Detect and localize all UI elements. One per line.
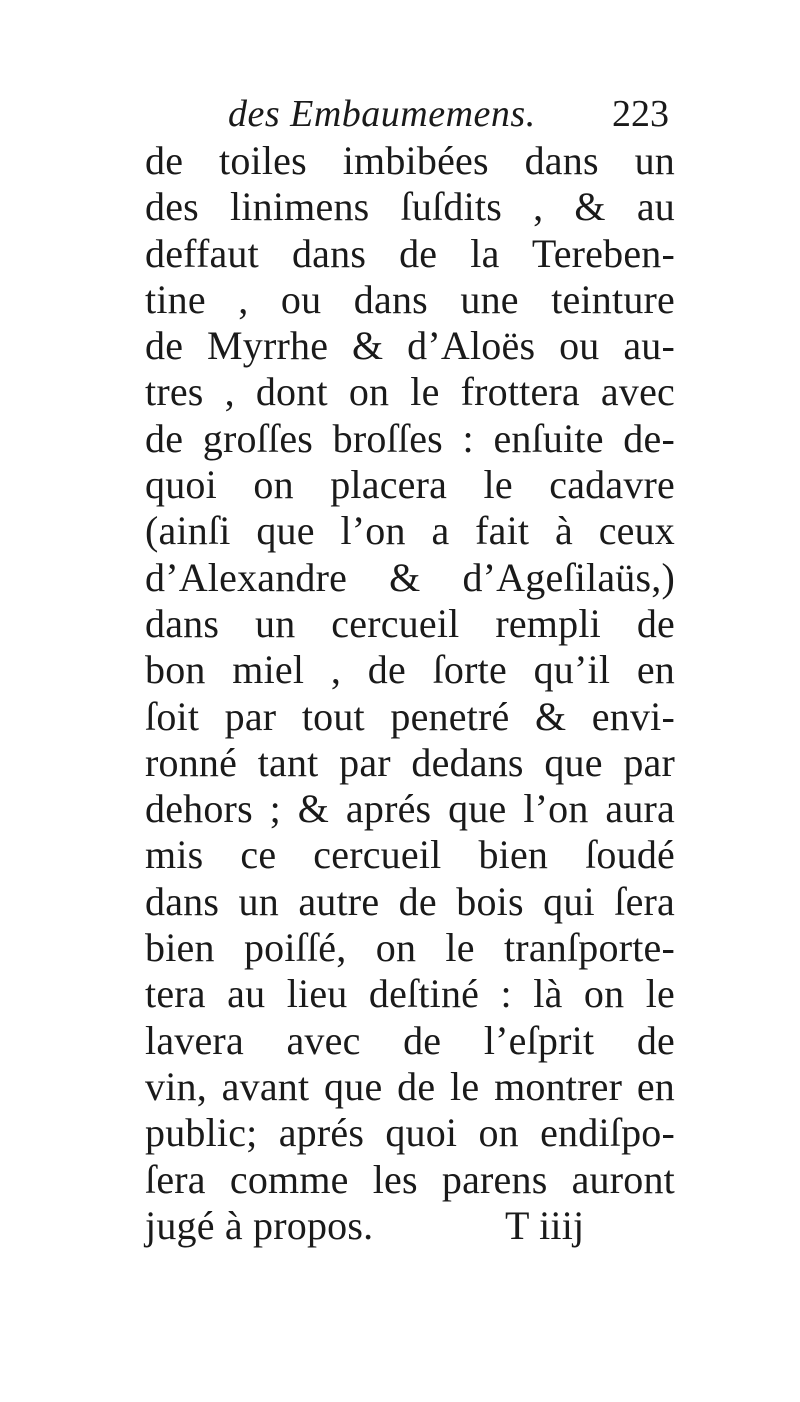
text-line: de toiles imbibées dans un [145,138,675,183]
signature-mark: T iiij [505,1202,585,1248]
text-line: de Myrrhe & d’Aloës ou au- [145,323,675,369]
text-line: vin, avant que de le montrer en [145,1063,675,1109]
text-line: bon miel , de ſorte qu’il en [145,647,675,693]
text-line: dans un autre de bois qui ſera [145,878,675,924]
text-line: dehors ; & aprés que l’on aura [145,786,675,832]
text-line: d’Alexandre & d’Ageſilaüs,) [145,554,675,600]
text-line: bien poiſſé, on le tranſporte- [145,925,675,971]
text-line: tine , ou dans une teinture [145,276,675,322]
text-line: (ainſi que l’on a fait à ceux [145,508,675,554]
text-line: ſoit par tout penetré & envi- [145,693,675,739]
text-line: tres , dont on le frottera avec [145,369,675,415]
last-line-text: jugé à propos. [145,1202,374,1248]
text-line: des linimens ſuſdits , & au [145,184,675,230]
text-line: ſera comme les parens auront [145,1156,675,1202]
text-line: ronné tant par dedans que par [145,739,675,785]
text-line: lavera avec de l’eſprit de [145,1017,675,1063]
text-line: public; aprés quoi on endiſpo- [145,1110,675,1156]
running-title: des Embaumemens. [228,93,536,135]
text-line: dans un cercueil rempli de [145,600,675,646]
text-line: quoi on placera le cadavre [145,462,675,508]
last-text-line [145,1203,675,1249]
running-head [0,92,800,142]
page-number: 223 [612,93,669,135]
text-line: de groſſes broſſes : enſuite de- [145,415,675,461]
text-line: deffaut dans de la Tereben- [145,230,675,276]
body-text [145,138,675,1249]
text-line: mis ce cercueil bien ſoudé [145,832,675,878]
text-line: tera au lieu deſtiné : là on le [145,971,675,1017]
